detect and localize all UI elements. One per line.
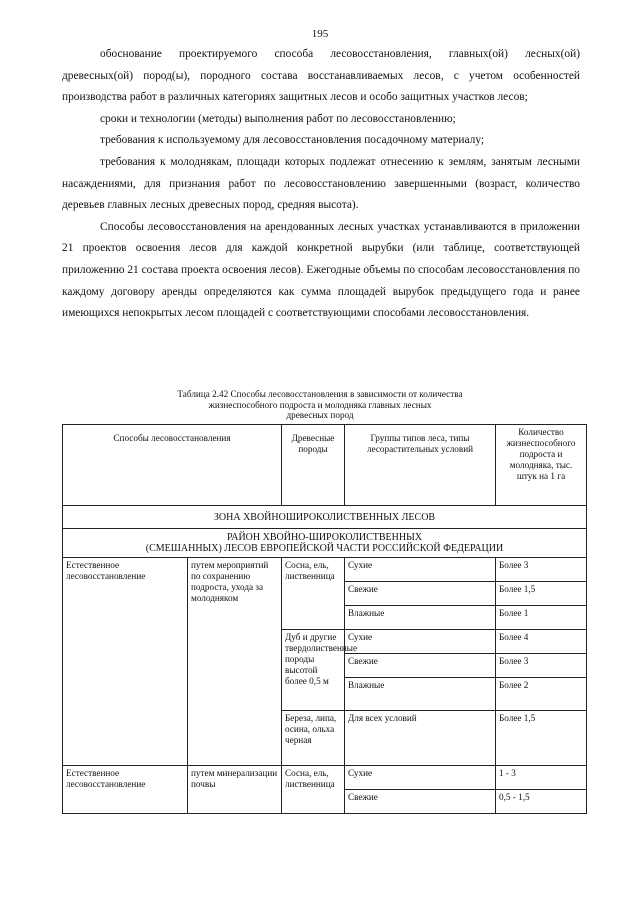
method-cell: Естественное лесовосстановление [63,766,188,814]
header-methods: Способы лесовосстановления [63,425,282,506]
paragraph: требования к молоднякам, площади которых подлежат отнесению к землям, занятым лесными насаждениями, для признания работ по лесовосстановлению завершенными (возраст, количество деревьев главных лесных древесных пород, средняя высота). [62,155,580,212]
quantity-cell: Более 1 [496,606,587,630]
paragraph: требования к используемому для лесовосстановления посадочному материалу; [100,134,485,147]
condition-cell: Свежие [345,582,496,606]
table-row [63,766,587,790]
quantity-cell: Более 4 [496,630,587,654]
submethod-cell: путем минерализации почвы [188,766,282,814]
condition-cell: Сухие [345,766,496,790]
paragraph: сроки и технологии (методы) выполнения работ по лесовосстановлению; [100,112,456,125]
page-number: 195 [311,28,329,40]
paragraph: обоснование проектируемого способа лесовосстановления, главных(ой) лесных(ой) древесных(ой) пород(ы), породного состава восстанавливаемых лесов, с учетом особенностей производства работ в различных категориях защитных лесов и особо защитных участков лесов; [62,48,580,104]
table-row [63,558,587,582]
condition-cell: Сухие [345,558,496,582]
quantity-cell: Более 1,5 [496,582,587,606]
quantity-cell: Более 3 [496,654,587,678]
header-species: Древесные породы [282,425,345,506]
quantity-cell: 1 - 3 [496,766,587,790]
condition-cell: Для всех условий [345,711,496,766]
body-text [62,44,580,325]
species-cell: Сосна, ель, лиственница [282,558,345,630]
quantity-cell: Более 1,5 [496,711,587,766]
zone-row [63,506,587,529]
caption-line: жизнеспособного подроста и молодняка главных лесных [208,399,432,410]
species-cell: Береза, липа, осина, ольха черная [282,711,345,766]
quantity-cell: Более 2 [496,678,587,711]
paragraph: Способы лесовосстановления на арендованных лесных участках устанавливаются в приложении 21 проектов освоения лесов для каждой конкретной вырубки (или таблице, соответствующей приложению 21 состава проекта освоения лесов). Ежегодные объемы по способам лесовосстановления по каждому договору аренды определяются как сумма площадей вырубок предыдущего года и ранее имеющихся непокрытых лесом площадей с соответствующими способами лесовосстановления. [62,220,580,320]
caption-line: древесных пород [286,410,354,420]
quantity-cell: Более 3 [496,558,587,582]
condition-cell: Свежие [345,654,496,678]
caption-line: Таблица 2.42 Способы лесовосстановления в зависимости от количества [177,389,463,399]
region-title [63,529,587,558]
header-groups: Группы типов леса, типы лесорастительных условий [345,425,496,506]
region-row [63,529,587,558]
condition-cell: Влажные [345,678,496,711]
methods-table [62,424,587,814]
region-line: (СМЕШАННЫХ) ЛЕСОВ ЕВРОПЕЙСКОЙ ЧАСТИ РОССИЙСКОЙ ФЕДЕРАЦИИ [145,543,504,554]
condition-cell: Влажные [345,606,496,630]
zone-title: ЗОНА ХВОЙНОШИРОКОЛИСТВЕННЫХ ЛЕСОВ [63,506,587,529]
table-caption [130,389,510,421]
region-line: РАЙОН ХВОЙНО-ШИРОКОЛИСТВЕННЫХ [226,532,423,543]
condition-cell: Свежие [345,790,496,814]
table-header-row [63,425,587,506]
header-quantity: Количество жизнеспособного подроста и молодняка, тыс. штук на 1 га [496,425,587,506]
condition-cell: Сухие [345,630,496,654]
species-cell: Дуб и другие твердолиственные породы высотой более 0,5 м [282,630,345,711]
species-cell: Сосна, ель, лиственница [282,766,345,814]
quantity-cell: 0,5 - 1,5 [496,790,587,814]
method-cell: Естественное лесовосстановление [63,558,188,766]
submethod-cell: путем мероприятий по сохранению подроста, ухода за молодняком [188,558,282,766]
